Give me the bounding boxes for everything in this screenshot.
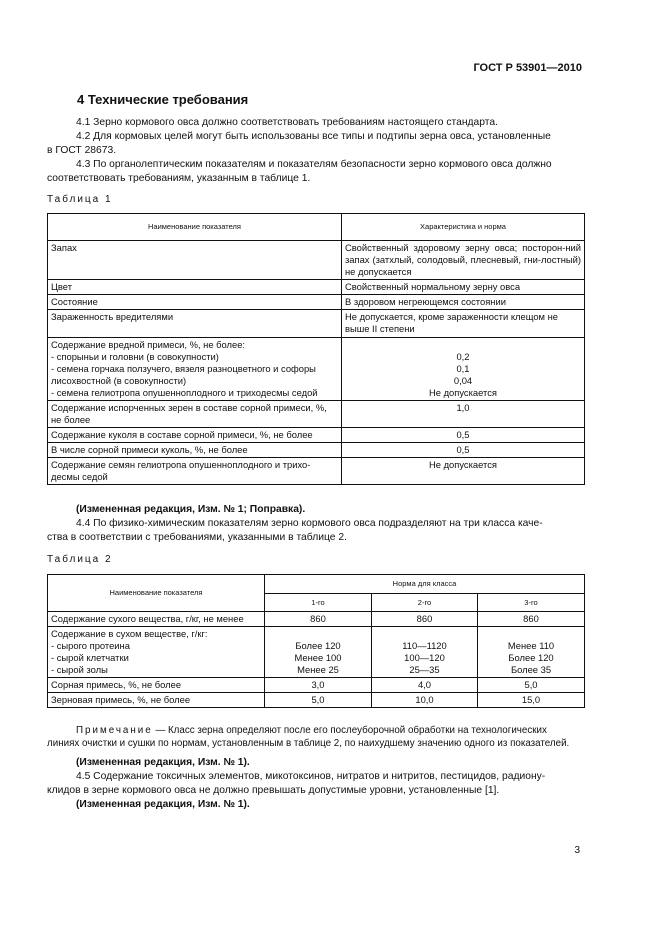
line: - сырого протеина	[51, 640, 130, 651]
line: Менее 100	[294, 652, 342, 663]
cell-value: 860	[372, 612, 478, 627]
cell-value: Не допускается, кроме зараженности клещом не выше II степени	[342, 310, 585, 338]
paragraph-text: 4.4 По физико-химическим показателям зерно кормового овса подразделяют на три класса каче-	[76, 518, 543, 529]
note-text: — Класс зерна определяют после его послеуборочной обработки на технологических	[152, 725, 547, 736]
cell-value	[265, 627, 372, 678]
cell-name: Содержание сухого вещества, г/кг, не менее	[48, 612, 265, 627]
paragraph-text: 4.3 По органолептическим показателям и показателям безопасности зерно кормового овса должно	[76, 159, 552, 170]
class-header: 2-го	[372, 594, 478, 612]
column-header: Норма для класса	[265, 575, 585, 594]
cell-value: 15,0	[478, 693, 585, 708]
paragraph-4-1	[47, 116, 584, 130]
table-row	[48, 443, 585, 458]
cell-name	[48, 338, 342, 401]
paragraph-text: (Измененная редакция, Изм. № 1; Поправка).	[76, 504, 306, 515]
cell-name: Содержание испорченных зерен в составе сорной примеси, %, не более	[48, 401, 342, 428]
line: Более 35	[510, 664, 552, 675]
table-row	[48, 678, 585, 693]
table-row	[48, 693, 585, 708]
line: 0,1	[456, 363, 470, 374]
section-title: 4 Технические требования	[77, 92, 249, 107]
line: - сырой золы	[51, 664, 108, 675]
paragraph-text: 4.2 Для кормовых целей могут быть использованы все типы и подтипы зерна овса, установленные	[76, 131, 551, 142]
cell-value	[372, 627, 478, 678]
column-header: Наименование показателя	[48, 214, 342, 241]
line: Более 120	[295, 640, 341, 651]
page-number: 3	[574, 845, 580, 856]
paragraph-text: ства в соответствии с требованиями, указанными в таблице 2.	[47, 532, 347, 543]
table-row	[48, 458, 585, 485]
note-label: Примечание	[76, 725, 153, 736]
line: 0,04	[453, 375, 473, 386]
line: 0,2	[456, 351, 470, 362]
cell-value: 3,0	[265, 678, 372, 693]
cell-name: Зерновая примесь, %, не более	[48, 693, 265, 708]
cell-value: В здоровом негреющемся состоянии	[342, 295, 585, 310]
paragraph-text: 4.5 Содержание токсичных элементов, микотоксинов, нитратов и нитритов, пестицидов, радиону-	[76, 771, 546, 782]
cell-name: Состояние	[48, 295, 342, 310]
table-row	[48, 612, 585, 627]
line: - спорыньи и головни (в совокупности)	[51, 351, 219, 362]
line: лисохвостной (в совокупности)	[51, 375, 187, 386]
cell-name: Цвет	[48, 280, 342, 295]
cell-value: Свойственный здоровому зерну овса; посторон-ний запах (затхлый, солодовый, плесневый, гни-лостный) не допускается	[342, 241, 585, 280]
line: Менее 110	[507, 640, 555, 651]
document-id: ГОСТ Р 53901—2010	[473, 62, 582, 74]
column-header: Наименование показателя	[48, 575, 265, 612]
cell-value: 5,0	[265, 693, 372, 708]
table-1	[47, 213, 585, 485]
paragraph-text: 4.1 Зерно кормового овса должно соответствовать требованиям настоящего стандарта.	[76, 117, 498, 128]
line: 100—120	[404, 652, 445, 663]
cell-value: 0,5	[342, 428, 585, 443]
paragraph-text: соответствовать требованиям, указанным в таблице 1.	[47, 173, 311, 184]
cell-name: Содержание семян гелиотропа опушенноплодного и трихо-десмы седой	[48, 458, 342, 485]
paragraph-text: (Измененная редакция, Изм. № 1).	[76, 757, 250, 768]
table2-caption: Таблица 2	[47, 554, 113, 565]
paragraph-4-4	[47, 517, 584, 545]
cell-name	[48, 627, 265, 678]
cell-name: Сорная примесь, %, не более	[48, 678, 265, 693]
cell-value: 5,0	[478, 678, 585, 693]
cell-name: Запах	[48, 241, 342, 280]
table-row	[48, 310, 585, 338]
class-header: 3-го	[478, 594, 585, 612]
note-text: линиях очистки и сушки по нормам, установленным в таблице 2, по наихудшему значению одного из показателей.	[47, 738, 570, 749]
line: Менее 25	[297, 664, 339, 675]
line: - семена горчака ползучего, вязеля разноцветного и софоры	[51, 363, 316, 374]
edit-note-3	[47, 798, 584, 812]
line: Содержание в сухом веществе, г/кг:	[51, 628, 208, 639]
paragraph-text: (Измененная редакция, Изм. № 1).	[76, 799, 250, 810]
line: - сырой клетчатки	[51, 652, 129, 663]
paragraph-4-5	[47, 770, 584, 798]
line: Содержание вредной примеси, %, не более:	[51, 339, 246, 350]
cell-name: В числе сорной примеси куколь, %, не более	[48, 443, 342, 458]
cell-value: Не допускается	[342, 458, 585, 485]
cell-value: 4,0	[372, 678, 478, 693]
paragraph-text: клидов в зерне кормового овса не должно превышать допустимые уровни, установленные [1].	[47, 785, 500, 796]
table-row	[48, 338, 585, 401]
paragraph-4-2	[47, 130, 584, 158]
cell-value: 1,0	[342, 401, 585, 428]
line: Более 120	[508, 652, 554, 663]
line: Не допускается	[429, 387, 497, 398]
table-row	[48, 295, 585, 310]
edit-note-1	[47, 503, 584, 517]
line: - семена гелиотропа опушенноплодного и триходесмы седой	[51, 387, 318, 398]
cell-value: 0,5	[342, 443, 585, 458]
paragraph-text: в ГОСТ 28673.	[47, 145, 117, 156]
table-row	[48, 627, 585, 678]
paragraph-4-3	[47, 158, 584, 186]
cell-value: Свойственный нормальному зерну овса	[342, 280, 585, 295]
table-row	[48, 401, 585, 428]
column-header: Характеристика и норма	[342, 214, 585, 241]
cell-name: Зараженность вредителями	[48, 310, 342, 338]
cell-value: 860	[478, 612, 585, 627]
table-row	[48, 241, 585, 280]
table-2	[47, 574, 585, 708]
class-header: 1-го	[265, 594, 372, 612]
cell-value	[342, 338, 585, 401]
table-note	[47, 724, 584, 750]
cell-value	[478, 627, 585, 678]
table-row	[48, 280, 585, 295]
edit-note-2	[47, 756, 584, 770]
cell-value: 10,0	[372, 693, 478, 708]
table-row	[48, 428, 585, 443]
cell-value: 860	[265, 612, 372, 627]
cell-name: Содержание куколя в составе сорной примеси, %, не более	[48, 428, 342, 443]
line: 25—35	[409, 664, 440, 675]
line: 110—1120	[402, 640, 447, 651]
table1-caption: Таблица 1	[47, 194, 113, 205]
